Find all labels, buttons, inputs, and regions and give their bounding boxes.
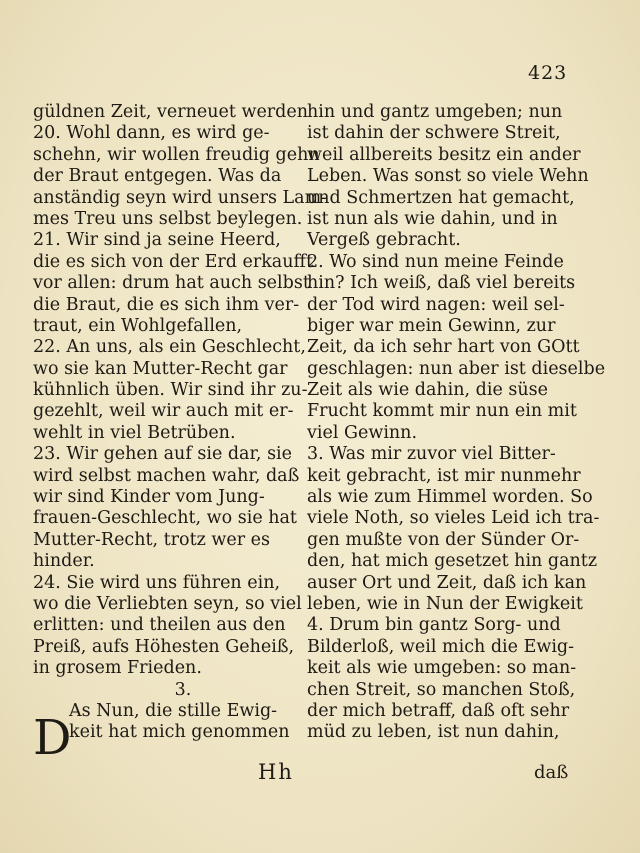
text-line: keit gebracht, ist mir nunmehr: [307, 465, 581, 486]
dropcap-letter: D: [33, 710, 72, 766]
hymn-first-line: As Nun, die stille Ewig-: [69, 700, 278, 721]
text-line: ist dahin der schwere Streit,: [307, 123, 561, 144]
text-line: gezehlt, weil wir auch mit er-: [33, 401, 294, 422]
text-line: wir sind Kinder vom Jung-: [33, 487, 265, 508]
text-line: Mutter-Recht, trotz wer es: [33, 529, 271, 550]
text-line: Preiß, aufs Höhesten Geheiß,: [33, 636, 295, 657]
text-line: Frucht kommt mir nun ein mit: [307, 401, 577, 422]
text-line: vor allen: drum hat auch selbst: [33, 273, 310, 294]
text-line: chen Streit, so manchen Stoß,: [307, 679, 576, 700]
text-line: schehn, wir wollen freudig gehn: [33, 144, 320, 165]
text-line: Zeit als wie dahin, die süse: [307, 380, 548, 401]
text-line: wo die Verliebten seyn, so viel: [33, 593, 302, 614]
text-line: 22. An uns, als ein Geschlecht,: [33, 337, 306, 358]
text-line: ist nun als wie dahin, und in: [307, 208, 558, 229]
text-line: und Schmertzen hat gemacht,: [307, 187, 575, 208]
text-line: wo sie kan Mutter-Recht gar: [33, 358, 288, 379]
text-line: leben, wie in Nun der Ewigkeit: [307, 593, 583, 614]
text-line: Vergeß gebracht.: [307, 230, 461, 251]
text-line: 3. Was mir zuvor viel Bitter-: [307, 444, 556, 465]
text-line: 21. Wir sind ja seine Heerd,: [33, 230, 281, 251]
text-line: anständig seyn wird unsers Lam-: [33, 187, 328, 208]
text-line: keit als wie umgeben: so man-: [307, 658, 577, 679]
text-line: wehlt in viel Betrüben.: [33, 422, 236, 443]
text-line: mes Treu uns selbst beylegen.: [33, 208, 303, 229]
text-line: hinder.: [33, 551, 95, 572]
text-line: erlitten: und theilen aus den: [33, 615, 286, 636]
page-number: 423: [528, 62, 568, 84]
text-line: güldnen Zeit, verneuet werden: [33, 102, 308, 122]
signature-mark: Hh: [258, 760, 294, 784]
text-line: der Tod wird nagen: weil sel-: [307, 294, 565, 315]
text-line: müd zu leben, ist nun dahin,: [307, 722, 560, 743]
text-line: 4. Drum bin gantz Sorg- und: [307, 615, 561, 636]
text-line: traut, ein Wohlgefallen,: [33, 315, 243, 336]
text-line: in grosem Frieden.: [33, 658, 202, 679]
text-line: viel Gewinn.: [307, 422, 418, 443]
text-line: viele Noth, so vieles Leid ich tra-: [307, 508, 600, 529]
text-line: als wie zum Himmel worden. So: [307, 487, 593, 508]
text-line: der mich betraff, daß oft sehr: [307, 700, 570, 721]
hymn-second-line: keit hat mich genommen: [69, 722, 290, 743]
text-line: 24. Sie wird uns führen ein,: [33, 572, 281, 593]
text-line: den, hat mich gesetzet hin gantz: [307, 551, 598, 572]
text-line: hin und gantz umgeben; nun: [307, 102, 563, 122]
text-line: Bilderloß, weil mich die Ewig-: [307, 636, 575, 657]
text-line: weil allbereits besitz ein ander: [307, 144, 581, 165]
text-line: Zeit, da ich sehr hart von GOtt: [307, 337, 580, 358]
left-column: [33, 102, 328, 744]
text-line: die es sich von der Erd erkaufft: [33, 251, 313, 272]
text-line: geschlagen: nun aber ist dieselbe: [307, 358, 606, 379]
text-line: Leben. Was sonst so viele Wehn: [307, 166, 589, 187]
text-line: 2. Wo sind nun meine Feinde: [307, 251, 564, 272]
hymn-section-number: 3.: [174, 679, 192, 700]
text-line: gen mußte von der Sünder Or-: [307, 529, 580, 550]
text-line: kühnlich üben. Wir sind ihr zu-: [33, 380, 308, 401]
text-line: wird selbst machen wahr, daß: [33, 465, 300, 486]
text-line: der Braut entgegen. Was da: [33, 166, 282, 187]
text-line: 23. Wir gehen auf sie dar, sie: [33, 444, 292, 465]
text-line: hin? Ich weiß, daß viel bereits: [307, 273, 576, 294]
text-line: 20. Wohl dann, es wird ge-: [33, 123, 270, 144]
catchword: daß: [534, 762, 569, 783]
right-column: [307, 102, 606, 744]
text-line: biger war mein Gewinn, zur: [307, 315, 556, 336]
text-line: frauen-Geschlecht, wo sie hat: [33, 508, 297, 529]
text-line: die Braut, die es sich ihm ver-: [33, 294, 300, 315]
text-line: auser Ort und Zeit, daß ich kan: [307, 572, 587, 593]
